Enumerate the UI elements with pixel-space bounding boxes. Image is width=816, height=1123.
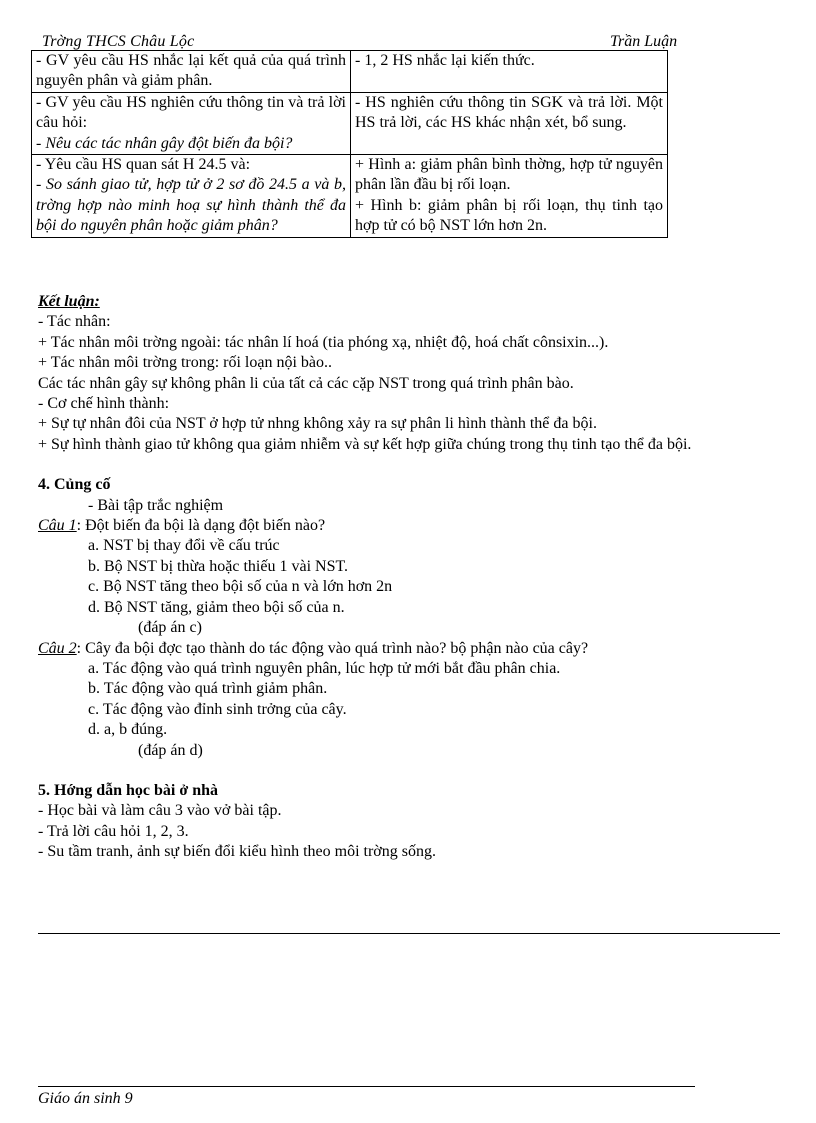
conclusion-line: - Cơ chế hình thành: (38, 395, 170, 413)
conclusion-line: + Sự tự nhân đôi của NST ở hợp tử nhng không xảy ra sự phân li hình thành thể đa bội. (38, 415, 597, 433)
question-option: a. Tác động vào quá trình nguyên phân, lúc hợp tử mới bắt đầu phân chia. (88, 659, 561, 677)
section5-title: 5. Hớng dẫn học bài ở nhà (38, 781, 218, 799)
question (38, 639, 780, 659)
question (38, 516, 780, 536)
question-option: b. Bộ NST bị thừa hoặc thiếu 1 vài NST. (88, 557, 349, 575)
section5-lines (38, 801, 780, 862)
homework-line: - Học bài và làm câu 3 vào vở bài tập. (38, 802, 282, 820)
question-label: Câu 1 (38, 517, 77, 535)
teacher-activity-cell (32, 92, 351, 154)
activity-table (31, 50, 668, 238)
question-text: : Cây đa bội đợc tạo thành do tác động vào quá trình nào? bộ phận nào của cây? (76, 639, 589, 657)
student-activity-cell (351, 92, 668, 154)
bottom-divider (38, 933, 780, 934)
question-option: c. Tác động vào đỉnh sinh trởng của cây. (88, 700, 347, 718)
cell-paragraph: - 1, 2 HS nhắc lại kiến thức. (355, 52, 535, 69)
cell-paragraph: - GV yêu cầu HS nghiên cứu thông tin và trả lời câu hỏi: (36, 93, 346, 132)
header-school: Trờng THCS Châu Lộc (42, 33, 195, 50)
cell-paragraph: + Hình b: giảm phân bị rối loạn, thụ tinh tạo hợp tử có bộ NST lớn hơn 2n. (355, 196, 663, 235)
teacher-activity-cell (32, 155, 351, 238)
question-text: : Đột biến đa bội là dạng đột biến nào? (76, 517, 326, 535)
footer-text: Giáo án sinh 9 (38, 1090, 133, 1107)
homework-line: - Trả lời câu hỏi 1, 2, 3. (38, 822, 189, 840)
cell-paragraph: + Hình a: giảm phân bình thờng, hợp tử nguyên phân lần đầu bị rối loạn. (355, 156, 663, 194)
question-option: d. a, b đúng. (88, 721, 168, 739)
cell-paragraph: - Nêu các tác nhân gây đột biến đa bội? (36, 134, 293, 152)
cell-paragraph: - GV yêu cầu HS nhắc lại kết quả của quá trình nguyên phân và giảm phân. (36, 52, 346, 90)
table-row (32, 51, 668, 93)
question-option: a. NST bị thay đổi về cấu trúc (88, 537, 280, 555)
conclusion-line: + Tác nhân môi trờng trong: rối loạn nội bào.. (38, 354, 333, 372)
cell-paragraph: - Yêu cầu HS quan sát H 24.5 và: (36, 156, 251, 174)
question-label: Câu 2 (38, 639, 77, 657)
question-answer: (đáp án d) (138, 741, 203, 759)
questions (38, 516, 780, 761)
conclusion-line: Các tác nhân gây sự không phân li của tất cả các cặp NST trong quá trình phân bào. (38, 374, 574, 392)
section4-intro: - Bài tập trắc nghiệm (88, 496, 224, 514)
table-row (32, 92, 668, 154)
conclusion-lines (38, 312, 780, 455)
student-activity-cell (351, 155, 668, 238)
conclusion-line: - Tác nhân: (38, 313, 111, 331)
cell-paragraph: - HS nghiên cứu thông tin SGK và trả lời. Một HS trả lời, các HS khác nhận xét, bổ sung. (355, 93, 663, 132)
cell-paragraph: - So sánh giao tử, hợp tử ở 2 sơ đồ 24.5 a và b, trờng hợp nào minh hoạ sự hình thành thể đa bội do nguyên phân hoặc giảm phân? (36, 176, 346, 235)
question-option: d. Bộ NST tăng, giảm theo bội số của n. (88, 598, 345, 616)
question-option: b. Tác động vào quá trình giảm phân. (88, 680, 328, 698)
teacher-activity-cell (32, 51, 351, 93)
student-activity-cell (351, 51, 668, 93)
question-answer: (đáp án c) (138, 619, 202, 637)
conclusion-title: Kết luận: (38, 293, 100, 310)
question-option: c. Bộ NST tăng theo bội số của n và lớn hơn 2n (88, 578, 393, 596)
conclusion-line: + Tác nhân môi trờng ngoài: tác nhân lí hoá (tia phóng xạ, nhiệt độ, hoá chất cônsixin...). (38, 333, 609, 351)
conclusion-line: + Sự hình thành giao tử không qua giảm nhiễm và sự kết hợp giữa chúng trong thụ tinh tạo thể đa bội. (38, 435, 692, 453)
section4-title: 4. Củng cố (38, 476, 111, 494)
table-row (32, 155, 668, 238)
footer-divider (38, 1086, 695, 1087)
lesson-body (38, 292, 780, 863)
homework-line: - Su tầm tranh, ảnh sự biến đổi kiểu hình theo môi trờng sống. (38, 843, 436, 861)
header-author: Trần Luận (610, 33, 678, 50)
